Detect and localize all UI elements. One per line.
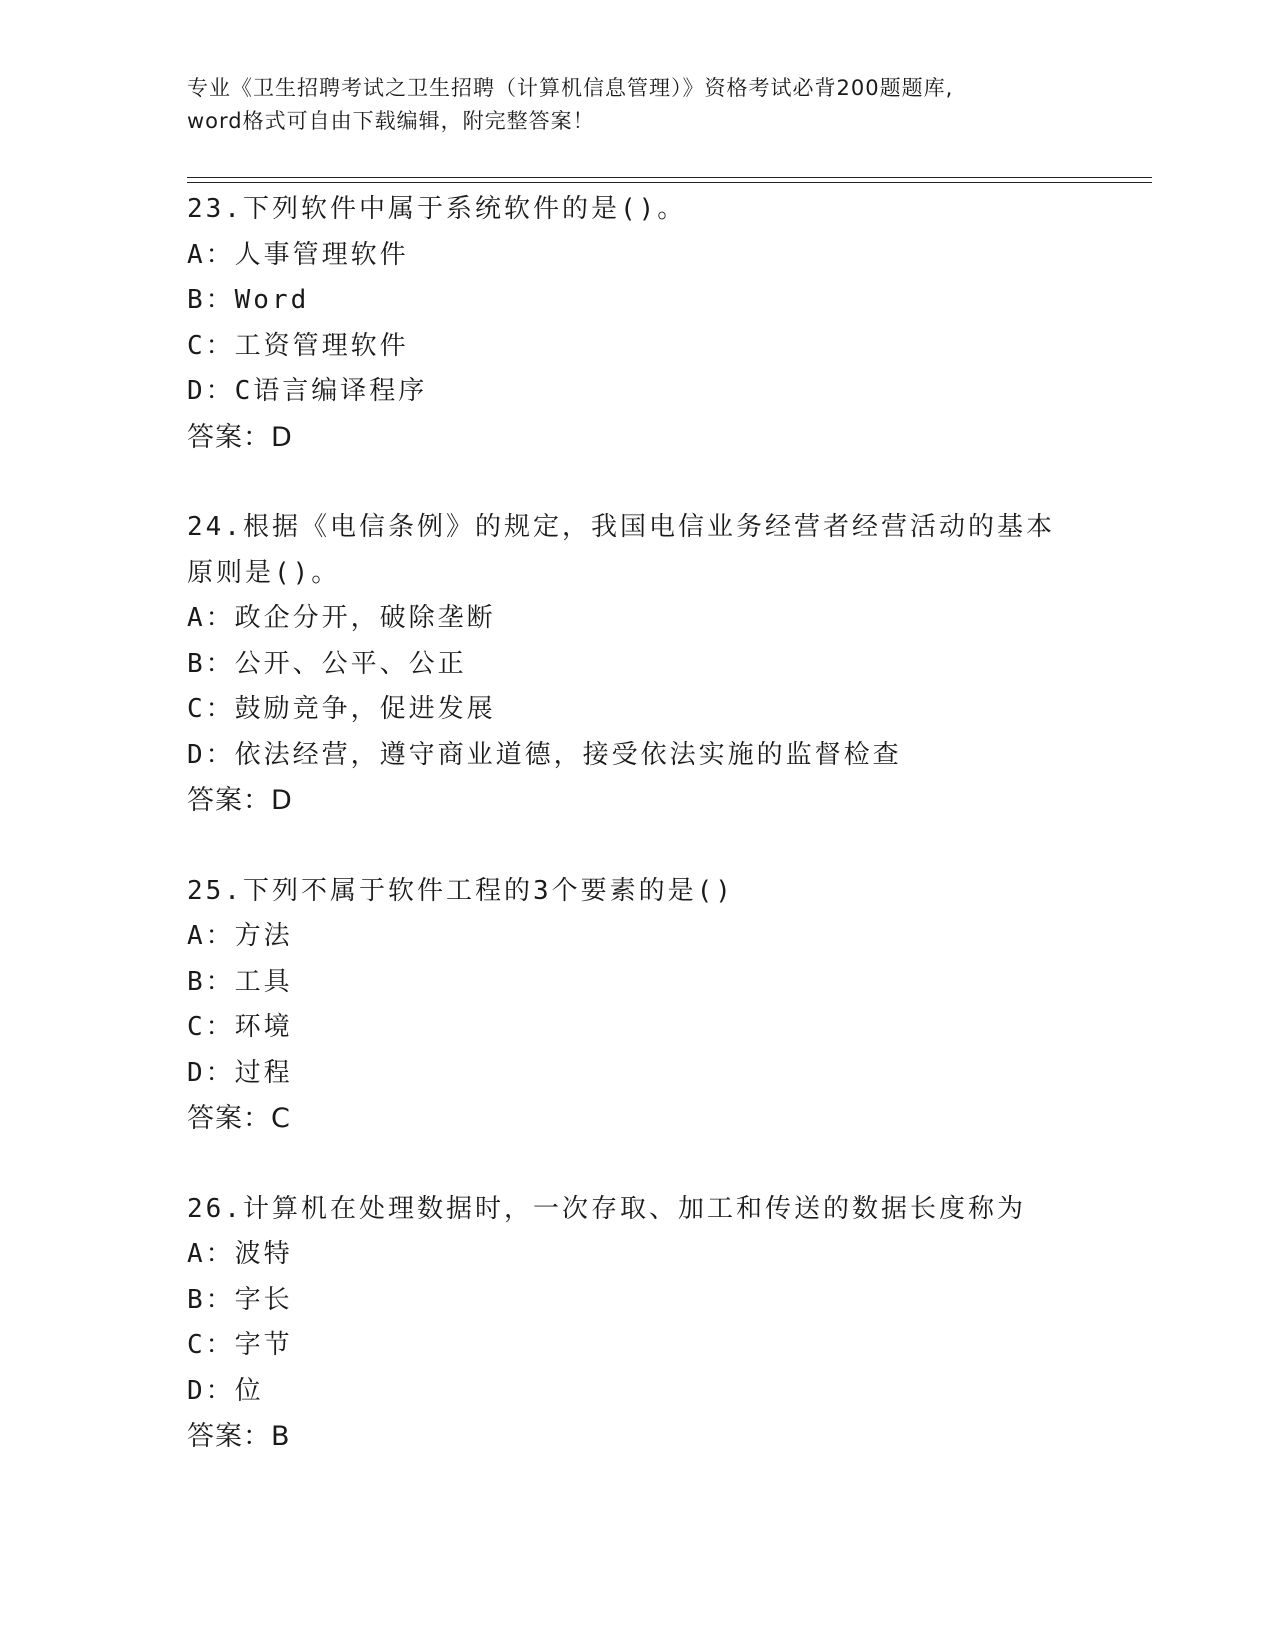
option-a: A：政企分开，破除垄断 [187,603,496,633]
answer: 答案：D [187,785,293,816]
option-d: D：过程 [187,1057,293,1088]
option-d: D：C语言编译程序 [187,376,428,406]
option-a: A：人事管理软件 [187,239,409,270]
document-header [187,72,1087,138]
answer: 答案：C [187,1103,291,1134]
option-c: C：鼓励竞争，促进发展 [187,694,496,724]
question-title: 25.下列不属于软件工程的3个要素的是() [187,875,734,906]
header-rule-top [187,177,1152,178]
option-a: A：波特 [187,1239,293,1269]
header-rule-bottom [187,182,1152,183]
question-26 [187,1187,1147,1460]
option-b: B：Word [187,285,310,315]
option-c: C：字节 [187,1330,293,1360]
option-d: D：依法经营，遵守商业道德，接受依法实施的监督检查 [187,739,902,770]
question-title: 23.下列软件中属于系统软件的是()。 [187,194,687,224]
option-b: B：公开、公平、公正 [187,648,467,679]
option-c: C：工资管理软件 [187,330,409,361]
option-b: B：工具 [187,966,293,997]
question-title: 26.计算机在处理数据时，一次存取、加工和传送的数据长度称为 [187,1193,1026,1224]
question-list [187,187,1147,1505]
question-25 [187,869,1147,1142]
option-d: D：位 [187,1375,264,1406]
question-24 [187,505,1147,824]
header-line-1: 专业《卫生招聘考试之卫生招聘（计算机信息管理）》资格考试必背200题题库, [187,76,954,100]
header-line-2: word格式可自由下载编辑，附完整答案！ [187,109,595,133]
question-23 [187,187,1147,460]
option-b: B：字长 [187,1284,293,1315]
answer: 答案：B [187,1421,291,1452]
option-c: C：环境 [187,1012,293,1042]
answer: 答案：D [187,421,293,453]
question-title: 24.根据《电信条例》的规定，我国电信业务经营者经营活动的基本原则是()。 [187,512,1055,588]
option-a: A：方法 [187,921,293,951]
